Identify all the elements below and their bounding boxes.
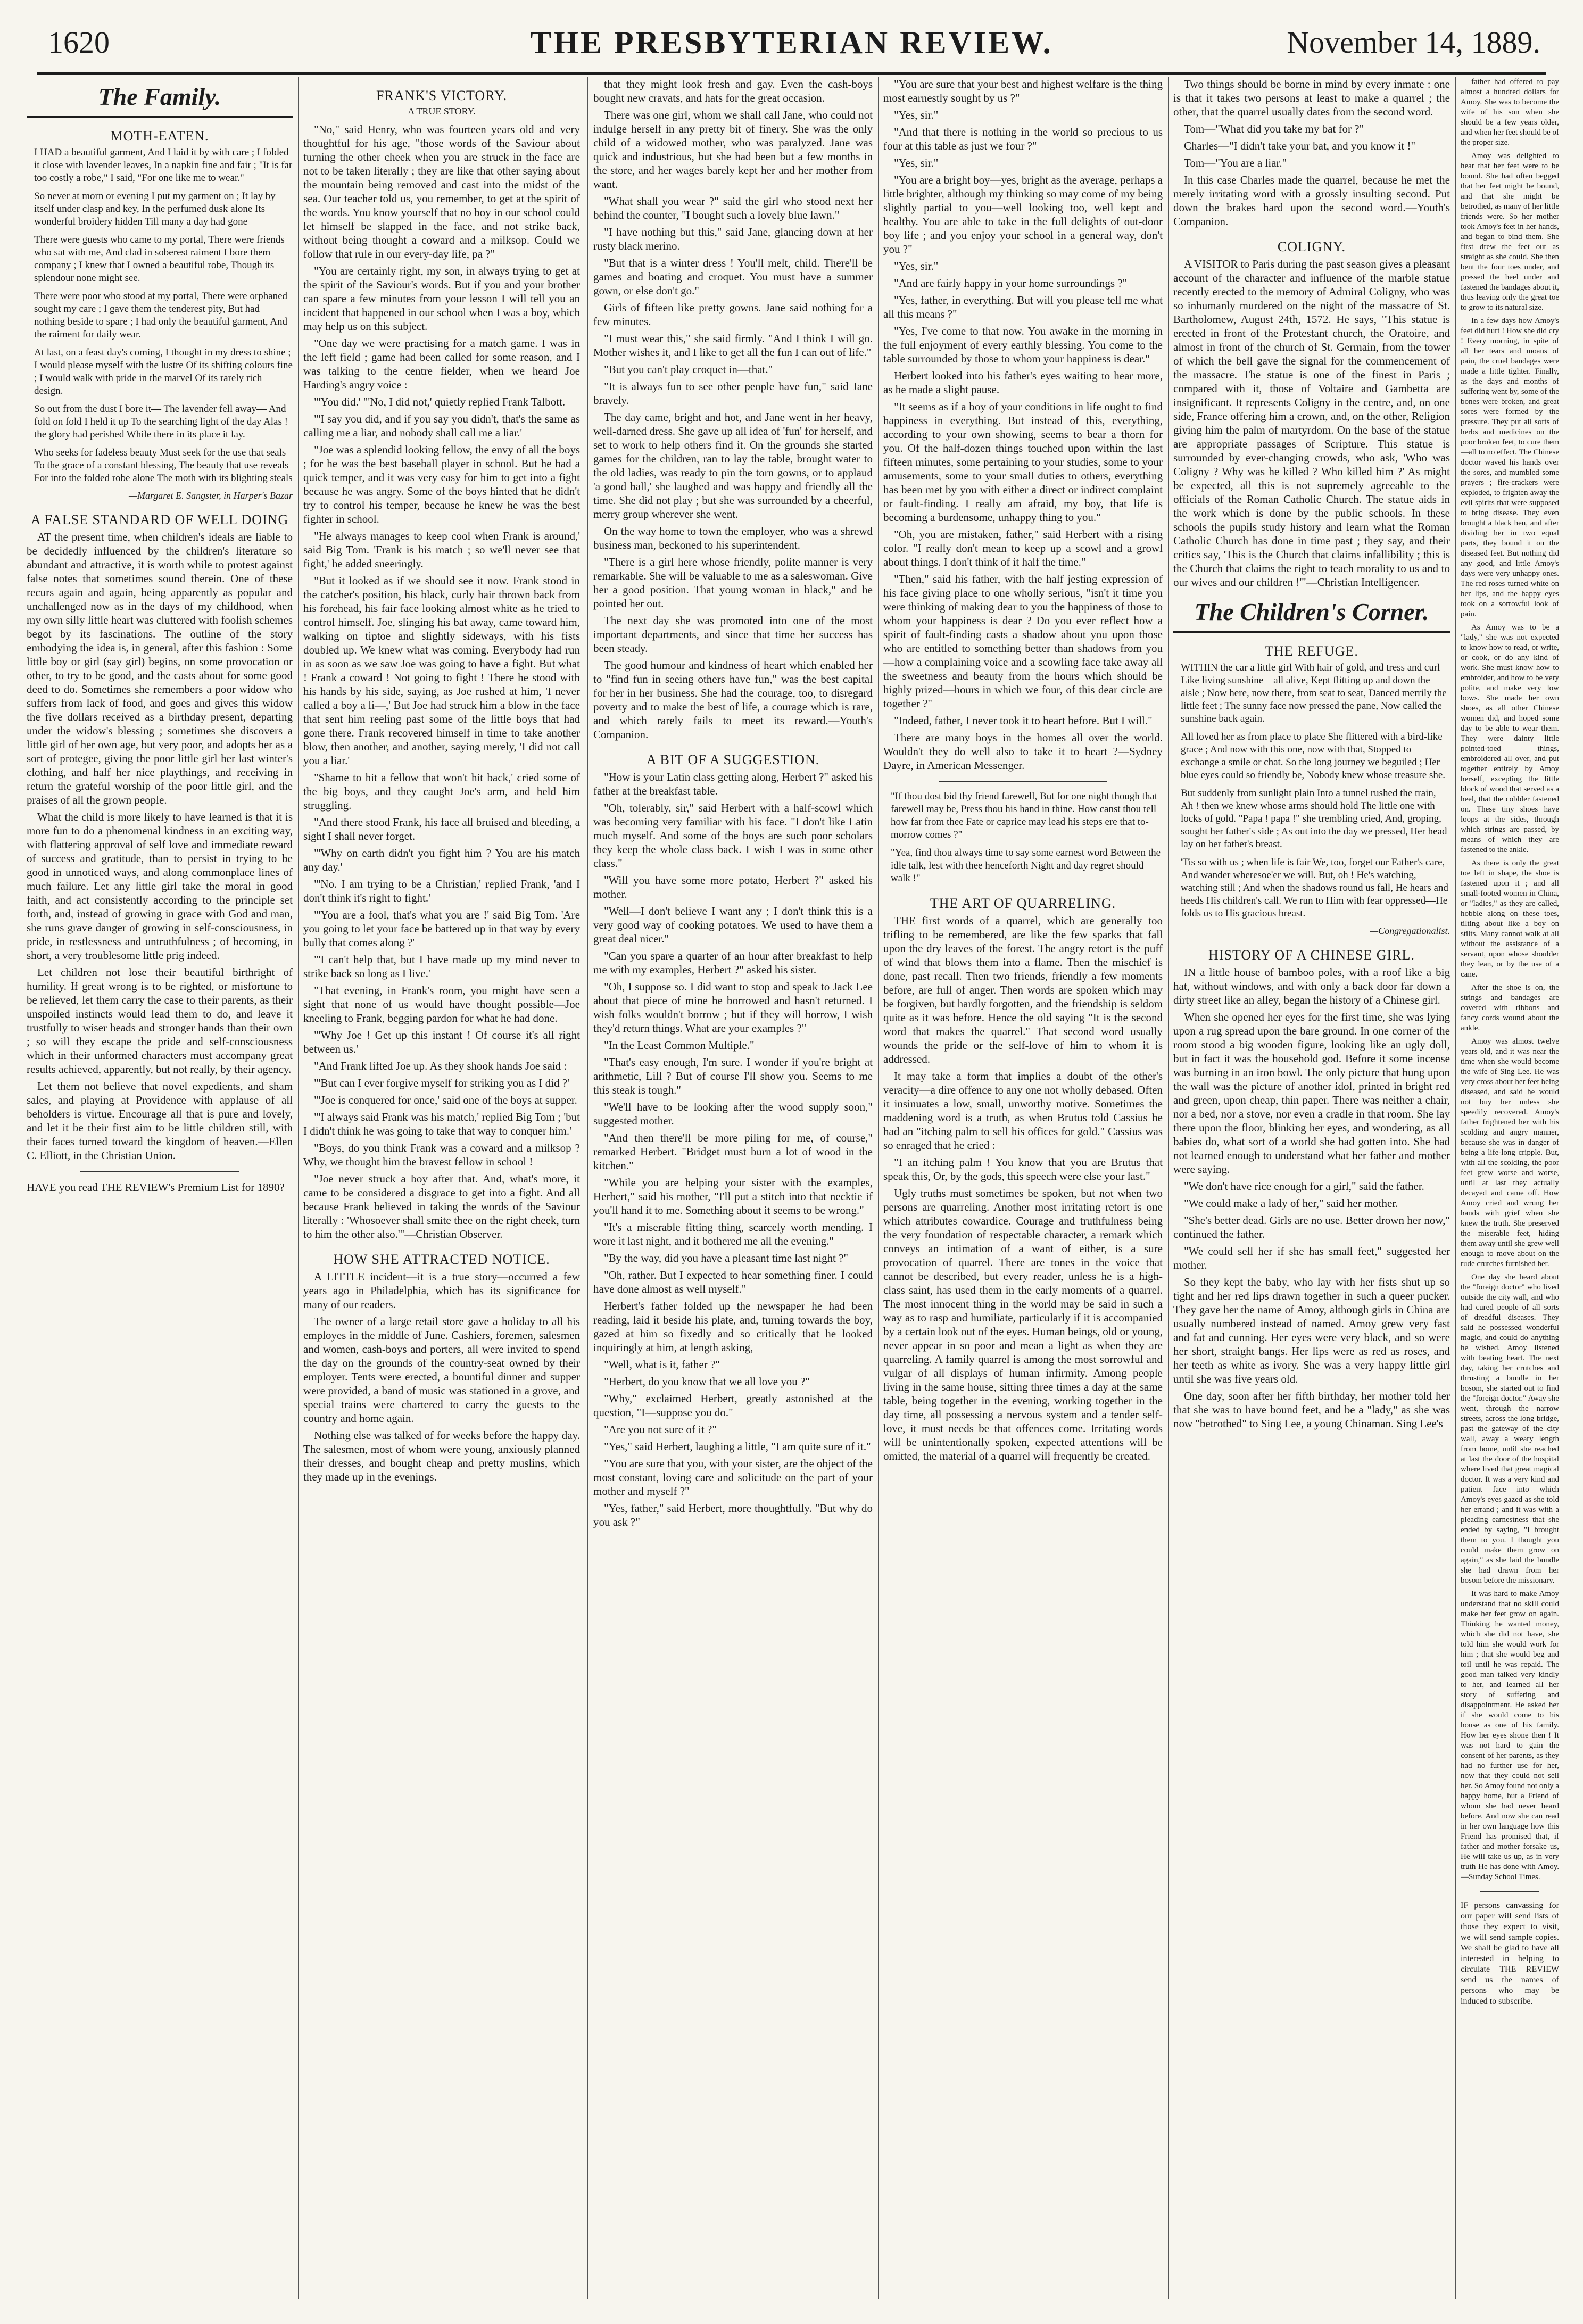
premium-list-note: HAVE you read THE REVIEW's Premium List for 1890? xyxy=(27,1181,285,1194)
masthead-rule xyxy=(37,72,1546,75)
paragraph: Two things should be borne in mind by every inmate : one is that it takes two persons at least to make a quarrel ; the other, that the quarrel usually dates from the second word. xyxy=(1173,78,1450,118)
paragraph: In this case Charles made the quarrel, because he met the merely irritating word with a grossly insulting second. Put down the brakes hard upon the second word.—Youth's Companion. xyxy=(1173,173,1450,228)
paragraph: After the shoe is on, the strings and bandages are covered with ribbons and fancy cords wound about the ankle. xyxy=(1461,983,1559,1032)
paragraph: "No," said Henry, who was fourteen years old and very thoughtful for his age, "those words of the Saviour about turning the other cheek when you are struck in the face are not to be taken literally ; they are like that other saying about the mountain being removed and cast into the midst of the sea. Our teacher told us, you remember, to get at the spirit of the words. You know yourself that no boy in our school could let himself be slapped in the face, and not strike back, without being thought a coward and a milksop. Could we follow that rule in our every-day life, pa ?" xyxy=(303,123,580,260)
divider xyxy=(80,1171,239,1172)
paragraph: "But that is a winter dress ! You'll melt, child. There'll be games and boating and croquet. You must have a summer gown, or else don't go." xyxy=(593,257,873,297)
paragraph: "Why," exclaimed Herbert, greatly astonished at the question, "I—suppose you do." xyxy=(593,1392,873,1419)
paragraph: "We don't have rice enough for a girl," said the father. xyxy=(1184,1180,1424,1193)
paragraph: "Shame to hit a fellow that won't hit back,' cried some of the big boys, and they caught Joe's arm, and held him struggling. xyxy=(303,771,580,812)
paragraph: Let them not believe that novel expedients, and sham sales, and playing at Providence with applause of all beholders is virtue. Encourage all that is pure and lovely, and let it be their first aim to be little children still, with their faces turned toward the kingdom of heaven.—Ellen C. Elliott, in the Christian Union. xyxy=(27,1080,293,1162)
paragraph: Nothing else was talked of for weeks before the happy day. The salesmen, most of whom were young, anxiously planned their dresses, and bought cheap and pretty muslins, which they made up in the evenings. xyxy=(303,1429,580,1483)
stanza: 'Tis so with us ; when life is fair We, too, forget our Father's care, And wander wheresoe'er we will. But, oh ! He's watching, watching still ; And when the shadows round us fall, He hears and heeds His children's call. We run to Him with fear oppressed—He folds us to His gracious breast. xyxy=(1181,857,1448,919)
paragraph: "'No. I am trying to be a Christian,' replied Frank, 'and I don't think it's right to fight.' xyxy=(303,878,580,904)
paragraph: "Joe never struck a boy after that. And, what's more, it came to be considered a disgrace to get into a fight. And all because Frank believed in taking the words of the Saviour literally : 'Whosoever shall smite thee on the right cheek, turn to him the other also.'"—Christian Observer. xyxy=(303,1172,580,1240)
article-body xyxy=(303,1270,580,1484)
stanza: All loved her as from place to place She flittered with a bird-like grace ; And now with this one, now with that, Stopped to exchange a smile or chat. So the long journey we beguiled ; Her blue eyes could so friendly be, Nobody knew whose treasure she. xyxy=(1181,731,1446,781)
paragraph: "We'll have to be looking after the wood supply soon," suggested mother. xyxy=(593,1101,873,1127)
paragraph: "Can you spare a quarter of an hour after breakfast to help me with my examples, Herbert ?" asked his sister. xyxy=(593,949,873,976)
column-divider xyxy=(1455,77,1456,2299)
column-6 xyxy=(1461,77,1559,2299)
paragraph: So they kept the baby, who lay with her fists shut up so tight and her red lips drawn together in such a queer pucker. They gave her the name of Amoy, although girls in China are usually numbered instead of named. Amoy grew very fast and fat and cunning. Her eyes were very black, and so were her short, straight bangs. Her lips were as red as roses, and her teeth as white as ivory. She was a very happy little girl until she was five years old. xyxy=(1173,1276,1450,1385)
paragraph: "'Why Joe ! Get up this instant ! Of course it's all right between us.' xyxy=(303,1029,580,1055)
stanza: But suddenly from sunlight plain Into a tunnel rushed the train, Ah ! then we knew whose arms should hold The little one with locks of gold. "Papa ! papa !" she trembling cried, And, groping, sought her father's side ; As out into the day we pressed, Her head lay on her father's breast. xyxy=(1181,788,1447,850)
paragraph: What the child is more likely to have learned is that it is more fun to do a phenomenal kindness in an exciting way, with flattering approval of self love and immediate reward of success and gratitude, than to persist in trying to be good in unnoticed ways, and along commonplace lines of much failure. Let any little girl take the moral in good faith, and act consistently according to the principle set forth, and, instead of growing in grace with God and man, she runs grave danger of growing in self-consciousness, in pride, in restlessness and untruthfulness ; of becoming, in short, a very troublesome little prig indeed. xyxy=(27,810,293,962)
paragraph: The day came, bright and hot, and Jane went in her heavy, well-darned dress. She gave up all idea of 'fun' for herself, and set to work to help others find it. On the grounds she started games for the children, ran to lay the table, brought water to the old ladies, was ready to pin the torn gowns, or to applaud 'a good ball,' she laughed and was happy and friendly all the time. She did not play ; but she was surrounded by a cheerful, merry group wherever she went. xyxy=(593,411,873,520)
paragraph: "Herbert, do you know that we all love you ?" xyxy=(604,1375,810,1388)
paragraph: "Yes, sir." xyxy=(894,109,939,121)
article-title: FRANK'S VICTORY. xyxy=(376,88,508,103)
paragraph: "'Joe is conquered for once,' said one of the boys at supper. xyxy=(314,1094,577,1106)
article-body xyxy=(883,914,1163,1463)
paragraph: "'I always said Frank was his match,' replied Big Tom ; 'but I didn't think he was going to take that way to conquer him.' xyxy=(303,1111,580,1137)
paragraph: "Are you not sure of it ?" xyxy=(604,1423,717,1436)
paragraph: "'You did.' "'No, I did not,' quietly replied Frank Talbott. xyxy=(314,395,566,408)
paragraph: As Amoy was to be a "lady," she was not expected to know how to read, or write, or cook, or do any kind of work. She must know how to embroider, and how to be very polite, and make very low bows. She made her own shoes, as all other Chinese women did, and hoped some day to be able to wear them. They were dainty little pointed-toed things, embroidered all over, and put together entirely by Amoy herself, excepting the little block of wood that served as a heel, that the cobbler fastened on. These tiny shoes have loops at the sides, through which strings are passed, by means of which they are fastened to the ankle. xyxy=(1461,623,1559,854)
column-divider xyxy=(298,77,299,2299)
paragraph: THE first words of a quarrel, which are generally too trifling to be remembered, are like the few sparks that fall upon the dry leaves of the forest. The angry retort is the puff of wind that blows them into a flame. Then the mischief is done, past recall. Then two friends, friendly a few moments before, are full of anger. Then words are spoken which may be forgiven, but hardly forgotten, and the friendship is seldom quite as it was before. Hence the old saying "It is the second word that makes the quarrel." That second word usually wounds the pride or the self-love of him to whom it is addressed. xyxy=(883,914,1163,1065)
column-2 xyxy=(303,77,580,2299)
paragraph: As there is only the great toe left in shape, the shoe is fastened upon it ; and all small-footed women in China, or "ladies," as they are called, hobble along on these toes, tilting about like a boy on stilts. Many cannot walk at all without the assistance of a servant, upon whose shoulder they lean, or by the use of a cane. xyxy=(1461,859,1559,979)
paragraph: "'I say you did, and if you say you didn't, that's the same as calling me a liar, and nobody shall call me a liar.' xyxy=(303,412,580,439)
paragraph: AT the present time, when children's ideals are liable to be decidedly influenced by the children's literature so abundant and attractive, it is worth while to protest against false notes that sometimes sound therein. One of these recurs again and again, being apparently as popular and unchallenged now as in the days of my childhood, when my own silly little heart was cluttered with foolish schemes begot by its fascinations. The outline of the story embodying the idea is, in general, after this fashion : Some little boy or girl (say girl) begins, on some provocation or other, to try to be good, and the casts about for some good deed to do. Sometimes she remembers a poor widow who suffers from lack of food, and goes and gives this widow the five dollars received as a birthday present, departing under the widow's blessing ; sometimes she discovers a little girl of her own age, but very poor, and adopts her as a sort of protegee, giving the poor little girl her last winter's clothing, and half her nice playthings, and receiving in return the grateful worship of the poor little girl, and the praises of all the grown people. xyxy=(27,531,293,806)
paragraph: "What shall you wear ?" said the girl who stood next her behind the counter, "I bought such a lovely blue lawn." xyxy=(593,195,873,221)
paragraph: Herbert's father folded up the newspaper he had been reading, laid it beside his plate, and, turning towards the boy, gazed at him so fixedly and so critically that he looked inquiringly at him, at length asking, xyxy=(593,1300,873,1354)
paragraph: "That evening, in Frank's room, you might have seen a sight that none of us would have thought possible—Joe kneeling to Frank, begging pardon for what he had done. xyxy=(303,984,580,1024)
paragraph: "But it looked as if we should see it now. Frank stood in the catcher's position, his black, curly hair thrown back from his forehead, his fair face looking almost white as he tried to control himself. Joe, slinging his bat away, came toward him, walking on tiptoe and slightly sideways, with his fists doubled up. We knew what was coming. Everybody had run in as soon as we saw Joe was going to have a fight. But what ! Frank a coward ! Not going to fight ! There he stood with his hands by his side, saying, as Joe rushed at him, 'I never called a boy a li—,' But Joe had struck him a blow in the face that sent him reeling past some of the little boys that had gone there. Frank recovered himself in time to take another blow, then another, and another, saying merely, 'I did not call you a liar.' xyxy=(303,574,580,767)
paragraph: "And are fairly happy in your home surroundings ?" xyxy=(894,277,1128,290)
verse-quote xyxy=(883,790,1163,885)
paragraph: "By the way, did you have a pleasant time last night ?" xyxy=(604,1252,849,1264)
stanza: There were poor who stood at my portal, There were orphaned sought my care ; I gave them the tenderest pity, But had nothing beside to spare ; I had only the beautiful garment, And the raiment for daily wear. xyxy=(34,291,288,340)
paragraph: "One day we were practising for a match game. I was in the left field ; game had been called for some reason, and I was talking to the centre fielder, when we heard Joe Harding's angry voice : xyxy=(303,337,580,391)
article-continuation xyxy=(1173,77,1450,228)
column-divider xyxy=(878,77,879,2299)
paragraph: On the way home to town the employer, who was a shrewd business man, beckoned to his superintendent. xyxy=(593,525,873,551)
paragraph: father had offered to pay almost a hundred dollars for Amoy. She was to become the wife of his son when she should be a few years older, and when her feet should be of the proper size. xyxy=(1461,78,1559,147)
section-heading-childrens-corner: The Children's Corner. xyxy=(1173,592,1450,633)
paragraph: "I must wear this," she said firmly. "And I think I will go. Mother wishes it, and I like to get all the fun I can out of life." xyxy=(593,332,873,359)
paragraph: It was hard to make Amoy understand that no skill could make her feet grow on again. Thinking he wanted money, which she did not have, she told him she would work for him ; that she would beg and toil until he was repaid. The good man talked very kindly to her, and learned all her story of suffering and disappointment. He asked her if she would come to his house as one of his family. How her eyes shone then ! It was not hard to gain the consent of her parents, as they had no further use for her, now that they could not sell her. So Amoy found not only a happy home, but a Friend of whom she had never heard before. And now she can read in her own language how this Friend has promised that, if father and mother forsake us, He will take us up, as in very truth He has done with Amoy.—Sunday School Times. xyxy=(1461,1590,1559,1881)
columns xyxy=(27,77,1559,2299)
paragraph: "It seems as if a boy of your conditions in life ought to find happiness in everything. But instead of this, everything, according to your own showing, seems to bear a thorn for you. Of the half-dozen things touched upon within the last fifteen minutes, some pertaining to your studies, some to your amusements, some to your small duties to others, everything has been met by you with either a direct or indirect complaint or fault-finding. I really am afraid, my boy, that life is becoming a burdensome, unhappy thing to you." xyxy=(883,400,1163,524)
paragraph: "Yes, sir." xyxy=(894,156,939,169)
paragraph: that they might look fresh and gay. Even the cash-boys bought new cravats, and hats for the great occasion. xyxy=(593,78,873,104)
paragraph: "'Why on earth didn't you fight him ? You are his match any day.' xyxy=(303,847,580,873)
divider xyxy=(1480,1891,1539,1892)
paragraph: Tom—"You are a liar." xyxy=(1184,156,1287,169)
stanza: So never at morn or evening I put my garment on ; It lay by itself under clasp and key, In the perfumed dusk alone Its wonderful broidery hidden Till many a day had gone xyxy=(34,191,276,227)
article-title: COLIGNY. xyxy=(1277,239,1346,254)
article-title: HOW SHE ATTRACTED NOTICE. xyxy=(333,1252,550,1267)
paragraph: "Well—I don't believe I want any ; I don't think this is a very good way of cooking potatoes. We used to have them a great deal nicer." xyxy=(593,905,873,945)
paragraph: "Yes," said Herbert, laughing a little, "I am quite sure of it." xyxy=(604,1440,871,1453)
stanza: Who seeks for fadeless beauty Must seek for the use that seals To the grace of a constant blessing, The beauty that use reveals For into the folded robe alone The moth with its blighting steals xyxy=(34,447,293,484)
paragraph: IN a little house of bamboo poles, with a roof like a big hat, without windows, and with only a back door far down a dirty street like an alley, began the history of a Chinese girl. xyxy=(1173,966,1450,1006)
paragraph: Charles—"I didn't take your bat, and you know it !" xyxy=(1184,139,1416,152)
paragraph: "Then," said his father, with the half jesting expression of his face giving place to one wholly serious, "isn't it time you were thinking of making dear to you the happiness of those to whom your happiness is dear ? Do you ever reflect how a spirit of fault-finding casts a shadow about you upon those who are entitled to something better than shadows from you—how a complaining voice and a scowling face take away all the sweetness and beauty from the hours which should be highly prized—hours in which we four, of this dear circle are together ?" xyxy=(883,573,1163,710)
paragraph: A LITTLE incident—it is a true story—occurred a few years ago in Philadelphia, which has its significance for many of our readers. xyxy=(303,1270,580,1311)
paragraph: "And that there is nothing in the world so precious to us four at this table as just we four ?" xyxy=(883,126,1163,152)
column-4 xyxy=(883,77,1163,2299)
article-continuation xyxy=(883,77,1163,772)
divider xyxy=(939,781,1107,782)
paragraph: "'I can't help that, but I have made up my mind never to strike back so long as I live.' xyxy=(303,953,580,980)
article-continuation xyxy=(1461,77,1559,1882)
paragraph: Amoy was delighted to hear that her feet were to be bound. She had often begged that her feet might be bound, and that she might be betrothed, as many of her little friends were. So her mother took Amoy's feet in her hands, and began to bind them. She first drew the feet out as straight as she could. She then bent the four toes under, and pressed the heel under and fastened the bandages about it, thus leaving only the great toe to grow to its natural size. xyxy=(1461,152,1559,312)
paragraph: "Boys, do you think Frank was a coward and a milksop ? Why, we thought him the bravest fellow in school ! xyxy=(303,1142,580,1168)
paragraph: "'You are a fool, that's what you are !' said Big Tom. 'Are you going to let your face be battered up in that way by every bully that comes along ?' xyxy=(303,908,580,949)
paragraph: There was one girl, whom we shall call Jane, who could not indulge herself in any pretty bit of finery. She was the only child of a widowed mother, who was paralyzed. Jane was quick and industrious, but she had been but a few months in the store, and her wages barely kept her and her mother from want. xyxy=(593,109,873,191)
article-body xyxy=(593,770,873,1529)
paragraph: In a few days how Amoy's feet did hurt ! How she did cry ! Every morning, in spite of all her tears and moans of pain, the cruel bandages were made a little tighter. Finally, as the days and months of suffering went by, some of the bones were broken, and great sores were formed by the pressure. They put all sorts of herbs and medicines on the poor broken feet, to cure them—all to no effect. The Chinese doctor waved his hands over the sores, and mumbled some prayers ; fire-crackers were exploded, to frighten away the evil spirits that were supposed to bring disease. They even brought a black hen, and after dividing her in two equal parts, they bound it on the diseased feet. But nothing did any good, and little Amoy's days were very unhappy ones. The red roses turned white on her lips, and the happy eyes took on a sorrowful look of pain. xyxy=(1461,317,1559,618)
article-body xyxy=(27,530,293,1162)
paragraph: When she opened her eyes for the first time, she was lying upon a rug spread upon the bare ground. In one corner of the room stood a big wooden figure, looking like an ugly doll, but in fact it was the household god. Before it some incense was burning in an iron bowl. The only picture that hung upon the wall was the picture of another idol, printed in bright red and green, upon cheap, thin paper. There was neither a chair, nor a bed, nor a stove, nor even a cradle in that room. She lay there upon the floor, blinking her eyes, and wondering, as all babies do, what sort of a world she had gotten into. She had not learned enough to understand what her father and mother were saying. xyxy=(1173,1011,1450,1176)
paragraph: One day she heard about the "foreign doctor" who lived outside the city wall, and who had cured people of all sorts of dreadful diseases. They said he possessed wonderful magic, and could do anything he wished. Amoy listened with beating heart. The next day, taking her crutches and thrusting a bundle in her bosom, she started out to find the "foreign doctor." Away she went, through the narrow streets, across the long bridge, past the gateway of the city wall, away a weary length from home, until she reached at last the door of the hospital where lived that great magical doctor. It was a very kind and patient face into which Amoy's eyes gazed as she told her errand ; and it was with a pleading earnestness that she ended by saying, "I brought them to you. I thought you could make them grow on again," as she laid the bundle she had drawn from her bosom before the missionary. xyxy=(1461,1273,1559,1585)
poem-credit: —Congregationalist. xyxy=(1370,925,1450,936)
paragraph: "While you are helping your sister with the examples, Herbert," said his mother, "I'll put a stitch into that necktie if you'll hand it to me. Something about it seems to be wrong." xyxy=(593,1176,873,1217)
paragraph: "I an itching palm ! You know that you are Brutus that speak this, Or, by the gods, this speech were else your last." xyxy=(883,1156,1163,1182)
poem-credit: —Margaret E. Sangster, in Harper's Bazar xyxy=(128,490,293,501)
paragraph: "Oh, you are mistaken, father," said Herbert with a rising color. "I really don't mean to keep up a scowl and a growl about things. I don't think of it half the time." xyxy=(883,528,1163,568)
paragraph: Herbert looked into his father's eyes waiting to hear more, as he made a slight pause. xyxy=(883,369,1163,396)
paragraph: The owner of a large retail store gave a holiday to all his employes in the middle of June. Cashiers, foremen, salesmen and women, cash-boys and porters, all were invited to spend the day on the grounds of the country-seat owned by their employer. Tents were erected, a bountiful dinner and supper were provided, a band of music was stationed in a grove, and special trains were chartered to carry the guests to the country and home again. xyxy=(303,1315,580,1425)
issue-date: November 14, 1889. xyxy=(1287,25,1540,60)
page-number: 1620 xyxy=(48,25,110,60)
column-divider xyxy=(587,77,588,2299)
paragraph: "We could make a lady of her," said her mother. xyxy=(1184,1197,1398,1210)
paragraph: "Oh, tolerably, sir," said Herbert with a half-scowl which was becoming very familiar with his face. "I don't like Latin much myself. And some of the boys are such poor scholars they keep the whole class back. I wish I was in some other class." xyxy=(593,801,873,870)
article-title: A FALSE STANDARD OF WELL DOING xyxy=(30,512,289,527)
paragraph: "Joe was a splendid looking fellow, the envy of all the boys ; for he was the best baseball player in school. But he had a quick temper, and it was very easy for him to get into a fight because he was angry. Some of the boys hinted that he didn't try to control his temper, because he knew he was the best fighter in school. xyxy=(303,443,580,525)
paragraph: "Yes, father, in everything. But will you please tell me what all this means ?" xyxy=(883,294,1163,320)
poem-title: THE REFUGE. xyxy=(1265,643,1358,659)
paragraph: It may take a form that implies a doubt of the other's veracity—a dire offence to any one not wholly debased. Often it insinuates a low, small, unworthy motive. Sometimes the maddening word is a truth, as when Brutus told Cassius he had an "itching palm to sell his offices for gold." Cassius was so enraged that he cried : xyxy=(883,1070,1163,1152)
paragraph: "You are a bright boy—yes, bright as the average, perhaps a little brighter, although my thinking so may come of my being slightly partial to you—well looking too, well kept and healthy. You are able to take in the full delights of out-door boy life ; and you enjoy your school in a general way, don't you ?" xyxy=(883,173,1163,255)
paragraph: "Yes, father," said Herbert, more thoughtfully. "But why do you ask ?" xyxy=(593,1502,873,1528)
paragraph: Let children not lose their beautiful birthright of humility. If great wrong is to be righted, or misfortune to be relieved, let them carry the case to their parents, as their unspoiled instincts would lead them to do, and leave it trustfully to wiser heads and stronger hands than their own ; so will they escape the pride and self-consciousness which in their unformed characters must accompany great results achieved, apparently, but not really, by their agency. xyxy=(27,966,293,1076)
paragraph: "And there stood Frank, his face all bruised and bleeding, a sight I shall never forget. xyxy=(303,816,580,842)
poem-moth-eaten xyxy=(27,146,293,485)
article-body xyxy=(1173,965,1450,1430)
article-title: THE ART OF QUARRELING. xyxy=(930,896,1116,911)
paragraph: "I have nothing but this," said Jane, glancing down at her rusty black merino. xyxy=(593,226,873,252)
article-continuation xyxy=(593,77,873,741)
paragraph: "He always manages to keep cool when Frank is around,' said Big Tom. 'Frank is his match ; so we'll never see that fight,' he added sneeringly. xyxy=(303,530,580,570)
paragraph: "It's a miserable fitting thing, scarcely worth mending. I wore it last night, and it bothered me all the evening." xyxy=(593,1221,873,1247)
paragraph: "Indeed, father, I never took it to heart before. But I will." xyxy=(894,714,1153,727)
paragraph: Girls of fifteen like pretty gowns. Jane said nothing for a few minutes. xyxy=(593,301,873,328)
paragraph: A VISITOR to Paris during the past season gives a pleasant account of the character and influence of the marble statue recently erected to the memory of Admiral Coligny, who was so inhumanly murdered on the night of the massacre of St. Bartholomew, August 24th, 1572. He says, "This statue is erected in front of the Protestant church, the Oratoire, and almost in front of the church of St. Germain, from the tower of which the bell gave the signal for the commencement of the massacre. The statue is one of the finest in Paris ; compared with it, those of Voltaire and Gambetta are insignificant. It represents Coligny in the centre, and, on one side, France offering him a crown, and, on the other, Religion giving him the palm of martyrdom. On the base of the statue are appropriate passages of Scripture. This statue is surrounded by ever-changing crowds, who ask, 'Who was Coligny ? Why was he killed ? Who killed him ?' As might be expected, all this is not supremely agreeable to the officials of the Roman Catholic Church. The statue aids in the work which is done by the public schools. In these schools the pupils study history and learn what the Roman Catholic Church has done in time past ; they say, and their critics say, 'This is the Church that claims infallibility ; this is the Church that claims the right to teach morality to us and to our wives and our children !'"—Christian Intelligencer. xyxy=(1173,258,1450,589)
column-3 xyxy=(593,77,873,2299)
column-5 xyxy=(1173,77,1450,2299)
paragraph: "There is a girl here whose friendly, polite manner is very remarkable. She will be valuable to me as a saleswoman. Give her a good position. That young woman in black," and he pointed her out. xyxy=(593,556,873,610)
paragraph: "You are sure that you, with your sister, are the object of the most constant, loving care and solicitude on the part of your mother and myself ?" xyxy=(593,1457,873,1498)
poem-title: MOTH-EATEN. xyxy=(110,128,209,144)
paragraph: Amoy was almost twelve years old, and it was near the time when she would become the wife of Sing Lee. He was very cross about her feet being diseased, and said he would not buy her unless she speedily recovered. Amoy's father frightened her with his scolding and angry manner, because she was in danger of being a life-long cripple. But, with all the scolding, the poor feet grew worse and worse, until at last they actually decayed and came off. How Amoy cried and wrung her hands with grief when she knew the truth. She preserved the miserable feet, hiding them away until she grew well enough to move about on the rude crutches furnished her. xyxy=(1461,1037,1559,1268)
article-subtitle: A TRUE STORY. xyxy=(408,106,476,117)
section-heading-family: The Family. xyxy=(27,77,293,118)
paragraph: "Oh, I suppose so. I did want to stop and speak to Jack Lee about that piece of mine he borrowed and hasn't returned. I wish folks wouldn't borrow ; but if they will borrow, I wish they'd return things. What are your examples ?" xyxy=(593,980,873,1035)
paragraph: "That's easy enough, I'm sure. I wonder if you're bright at arithmetic, Lill ? But of course I'll show you. Seems to me this steak is tough." xyxy=(593,1056,873,1096)
newspaper-title: THE PRESBYTERIAN REVIEW. xyxy=(530,25,1053,60)
paragraph: "How is your Latin class getting along, Herbert ?" asked his father at the breakfast table. xyxy=(593,771,873,797)
paragraph: "And Frank lifted Joe up. As they shook hands Joe said : xyxy=(314,1060,567,1072)
article-body xyxy=(1173,257,1450,589)
paragraph: "Oh, rather. But I expected to hear something finer. I could have done almost as well myself." xyxy=(593,1269,873,1295)
paragraph: "She's better dead. Girls are no use. Better drown her now," continued the father. xyxy=(1173,1214,1450,1240)
stanza: WITHIN the car a little girl With hair of gold, and tress and curl Like living sunshine—all alive, Kept flitting up and down the aisle ; Now here, now there, from seat to seat, Danced merrily the little feet ; The sunny face now pressed the pane, Now called the sunshine back again. xyxy=(1181,662,1447,724)
paragraph: Tom—"What did you take my bat for ?" xyxy=(1184,122,1364,135)
paragraph: "Yes, I've come to that now. You awake in the morning in the full enjoyment of every earthly blessing. You come to the table surrounded by those to whom your happiness is dear." xyxy=(883,325,1163,365)
article-body xyxy=(303,122,580,1241)
paragraph: "And then there'll be more piling for me, of course," remarked Herbert. "Bridget must burn a lot of wood in the kitchen." xyxy=(593,1131,873,1172)
stanza: I HAD a beautiful garment, And I laid it by with care ; I folded it close with lavender leaves, In a napkin fine and fair ; "It is far too costly a robe," I said, "For one like me to wear." xyxy=(34,147,293,184)
poem-the-refuge xyxy=(1173,661,1450,920)
paragraph: "We could sell her if she has small feet," suggested her mother. xyxy=(1173,1245,1450,1271)
article-title: A BIT OF A SUGGESTION. xyxy=(646,752,820,767)
paragraph: The good humour and kindness of heart which enabled her to "find fun in seeing others have fun," was the best capital for her in her business. She had the courage, too, to disregard poverty and to make the best of life, a courage which is rare, and which rarely fails to meet its reward.—Youth's Companion. xyxy=(593,659,873,741)
paragraph: One day, soon after her fifth birthday, her mother told her that she was to have bound feet, and be a "lady," as she was now "betrothed" to Sing Lee, a young Chinaman. Sing Lee's xyxy=(1173,1390,1450,1430)
paragraph: "Well, what is it, father ?" xyxy=(604,1358,720,1371)
paragraph: "'But can I ever forgive myself for striking you as I did ?' xyxy=(314,1077,569,1089)
paragraph: "Will you have some more potato, Herbert ?" asked his mother. xyxy=(593,874,873,900)
stanza: "If thou dost bid thy friend farewell, But for one night though that farewell may be, Press thou his hand in thine. How canst thou tell how far from thee Fate or caprice may lead his steps ere that to-morrow comes ?" xyxy=(891,791,1158,840)
paragraph: "You are sure that your best and highest welfare is the thing most earnestly sought by us ?" xyxy=(883,78,1163,104)
canvassing-notice: IF persons canvassing for our paper will send lists of those they expect to visit, we will send sample copies. We shall be glad to have all interested in helping to circulate THE REVIEW send us the names of persons who may be induced to subscribe. xyxy=(1461,1901,1559,2006)
paragraph: "In the Least Common Multiple." xyxy=(604,1039,755,1052)
stanza: At last, on a feast day's coming, I thought in my dress to shine ; I would please myself with the lustre Of its shifting colours fine ; I would walk with pride in the marvel Of its rarely rich design. xyxy=(34,347,293,396)
paragraph: "It is always fun to see other people have fun," said Jane bravely. xyxy=(593,380,873,407)
paragraph: "Yes, sir." xyxy=(894,260,939,272)
article-title: HISTORY OF A CHINESE GIRL. xyxy=(1208,947,1415,963)
paragraph: There are many boys in the homes all over the world. Wouldn't they do well also to take it to heart ?—Sydney Dayre, in American Messenger. xyxy=(883,731,1163,772)
paragraph: The next day she was promoted into one of the most important departments, and since that time her success has been steady. xyxy=(593,614,873,655)
stanza: So out from the dust I bore it— The lavender fell away— And fold on fold I held it up To the searching light of the day Alas ! the glory had perished While there in its place it lay. xyxy=(34,403,288,440)
stanza: "Yea, find thou always time to say some earnest word Between the idle talk, lest with thee henceforth Night and day regret should walk !" xyxy=(891,847,1161,884)
stanza: There were guests who came to my portal, There were friends who sat with me, And clad in soberest raiment I bore them company ; I knew that I owned a beautiful robe, Though its splendour none might see. xyxy=(34,234,285,284)
paragraph: Ugly truths must sometimes be spoken, but not when two persons are quarreling. Another most irritating retort is one which attributes cowardice. Courage and truthfulness being the very foundation of respectable character, a remark which conveys an intimation of a want of either, is a sure provocation of quarrel. There are tones in the voice that cannot be described, but every reader, unless he is a high-class saint, has used them in the early moments of a quarrel. The most innocent thing in the world may be said in such a way as to rasp and humiliate, particularly if it is accompanied by a certain look out of the eyes. Human beings, old or young, never appear in so poor and mean a light as when they are quarreling. A family quarrel is among the most sorrowful and vulgar of all displays of human infirmity. Among people living in the same house, sitting three times a day at the same table, being together in the evening, working together in the day time, all possessing a nervous system and a tender self-love, it must needs be that offences come. Irritating words will be unintentionally spoken, expected attentions will be omitted, the material of a quarrel will frequently be created. xyxy=(883,1187,1163,1462)
paragraph: "You are certainly right, my son, in always trying to get at the spirit of the Saviour's words. But if you and your brother can spare a few minutes from your lesson I will tell you an incident that happened in our school when I was a boy, which may help us on this subject. xyxy=(303,264,580,333)
column-1 xyxy=(27,77,293,2299)
column-divider xyxy=(1168,77,1169,2299)
paragraph: "But you can't play croquet in—that." xyxy=(604,363,773,376)
